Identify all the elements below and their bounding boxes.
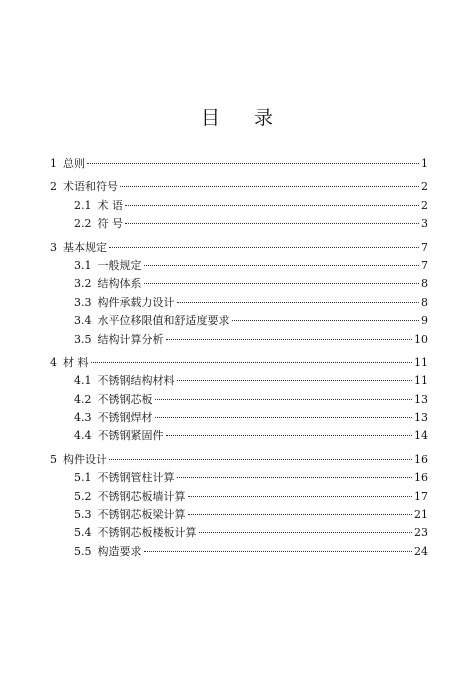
entry-label: 一般规定 xyxy=(97,258,142,272)
dot-leader xyxy=(109,247,419,248)
dot-leader xyxy=(125,205,419,206)
dot-leader xyxy=(87,163,419,164)
dot-leader xyxy=(166,339,413,340)
entry-number: 4.1 xyxy=(74,374,92,388)
dot-leader xyxy=(155,417,413,418)
entry-number: 5.4 xyxy=(74,526,92,540)
entry-page-number: 7 xyxy=(421,240,428,254)
toc-section-entry[interactable] xyxy=(74,427,428,445)
entry-page-number: 23 xyxy=(414,526,428,540)
toc-chapter-entry[interactable] xyxy=(50,155,428,173)
toc-section-entry[interactable] xyxy=(74,488,428,506)
dot-leader xyxy=(144,283,420,284)
entry-page-number: 1 xyxy=(421,157,428,170)
entry-number: 1 xyxy=(50,157,57,170)
entry-page-number: 11 xyxy=(414,355,428,369)
entry-label: 总则 xyxy=(63,157,85,170)
entry-number: 4.4 xyxy=(74,429,92,443)
dot-leader xyxy=(91,362,413,363)
dot-leader xyxy=(177,380,413,381)
entry-label: 不锈钢结构材料 xyxy=(97,374,175,388)
entry-page-number: 24 xyxy=(414,544,428,558)
entry-label: 材 料 xyxy=(63,355,89,369)
toc-chapter-entry[interactable] xyxy=(50,354,428,372)
entry-page-number: 2 xyxy=(421,180,428,194)
dot-leader xyxy=(177,477,413,478)
entry-page-number: 9 xyxy=(421,314,428,328)
entry-page-number: 13 xyxy=(414,411,428,425)
entry-label: 结构计算分析 xyxy=(97,332,164,346)
entry-page-number: 10 xyxy=(414,332,428,346)
toc-section-entry[interactable] xyxy=(74,409,428,427)
entry-label: 术语和符号 xyxy=(63,180,118,194)
dot-leader xyxy=(125,223,419,224)
toc-section-entry[interactable] xyxy=(74,312,428,330)
entry-number: 4.2 xyxy=(74,392,92,406)
toc-chapter-group xyxy=(0,451,474,561)
dot-leader xyxy=(199,532,413,533)
dot-leader xyxy=(188,514,413,515)
entry-label: 不锈钢焊材 xyxy=(97,411,153,425)
toc-section-entry[interactable] xyxy=(74,506,428,524)
entry-label: 符 号 xyxy=(97,217,123,231)
dot-leader xyxy=(232,320,420,321)
entry-number: 5.2 xyxy=(74,489,92,503)
dot-leader xyxy=(177,302,420,303)
entry-page-number: 2 xyxy=(421,198,428,212)
entry-number: 4.3 xyxy=(74,411,92,425)
entry-label: 不锈钢紧固件 xyxy=(97,429,164,443)
toc-chapter-group xyxy=(0,354,474,446)
entry-page-number: 7 xyxy=(421,258,428,272)
toc-section-entry[interactable] xyxy=(74,294,428,312)
toc-chapter-entry[interactable] xyxy=(50,239,428,257)
entry-page-number: 17 xyxy=(414,489,428,503)
toc-section-entry[interactable] xyxy=(74,215,428,233)
entry-label: 构件设计 xyxy=(63,452,107,466)
entry-number: 2.1 xyxy=(74,198,92,212)
entry-page-number: 11 xyxy=(414,374,428,388)
entry-page-number: 16 xyxy=(414,471,428,485)
entry-number: 2.2 xyxy=(74,217,92,231)
entry-number: 5 xyxy=(50,452,57,466)
dot-leader xyxy=(144,551,413,552)
entry-label: 不锈钢芯板墙计算 xyxy=(97,489,186,503)
dot-leader xyxy=(166,435,413,436)
toc-section-entry[interactable] xyxy=(74,469,428,487)
toc-chapter-group xyxy=(0,178,474,233)
entry-label: 基本规定 xyxy=(63,240,107,254)
toc-section-entry[interactable] xyxy=(74,331,428,349)
entry-label: 构造要求 xyxy=(97,544,142,558)
entry-number: 3 xyxy=(50,240,57,254)
toc-section-entry[interactable] xyxy=(74,257,428,275)
entry-page-number: 21 xyxy=(414,508,428,522)
entry-page-number: 8 xyxy=(421,277,428,291)
dot-leader xyxy=(120,186,419,187)
entry-label: 术 语 xyxy=(97,198,123,212)
entry-page-number: 14 xyxy=(414,429,428,443)
entry-number: 3.4 xyxy=(74,314,92,328)
toc-section-entry[interactable] xyxy=(74,275,428,293)
toc-chapter-entry[interactable] xyxy=(50,178,428,196)
dot-leader xyxy=(144,265,420,266)
entry-number: 5.3 xyxy=(74,508,92,522)
entry-label: 构件承载力设计 xyxy=(97,295,175,309)
toc-chapter-group xyxy=(0,239,474,349)
entry-number: 3.2 xyxy=(74,277,92,291)
entry-number: 5.5 xyxy=(74,544,92,558)
toc-section-entry[interactable] xyxy=(74,543,428,561)
entry-number: 3.1 xyxy=(74,258,92,272)
entry-page-number: 16 xyxy=(414,452,428,466)
entry-label: 水平位移限值和舒适度要求 xyxy=(97,314,230,328)
toc-section-entry[interactable] xyxy=(74,524,428,542)
page-title: 目 录 xyxy=(200,107,288,129)
toc-chapter-group xyxy=(0,155,474,173)
entry-label: 不锈钢芯板 xyxy=(97,392,153,406)
toc-section-entry[interactable] xyxy=(74,372,428,390)
entry-page-number: 3 xyxy=(421,217,428,231)
entry-label: 不锈钢管柱计算 xyxy=(97,471,175,485)
entry-number: 5.1 xyxy=(74,471,92,485)
entry-label: 不锈钢芯板梁计算 xyxy=(97,508,186,522)
entry-page-number: 13 xyxy=(414,392,428,406)
toc-section-entry[interactable] xyxy=(74,197,428,215)
entry-page-number: 8 xyxy=(421,295,428,309)
toc-section-entry[interactable] xyxy=(74,391,428,409)
dot-leader xyxy=(109,459,412,460)
table-of-contents xyxy=(0,155,474,566)
dot-leader xyxy=(155,399,413,400)
entry-number: 4 xyxy=(50,355,57,369)
entry-number: 2 xyxy=(50,180,57,194)
entry-label: 不锈钢芯板楼板计算 xyxy=(97,526,197,540)
toc-chapter-entry[interactable] xyxy=(50,451,428,469)
entry-number: 3.3 xyxy=(74,295,92,309)
entry-number: 3.5 xyxy=(74,332,92,346)
dot-leader xyxy=(188,496,413,497)
entry-label: 结构体系 xyxy=(97,277,142,291)
